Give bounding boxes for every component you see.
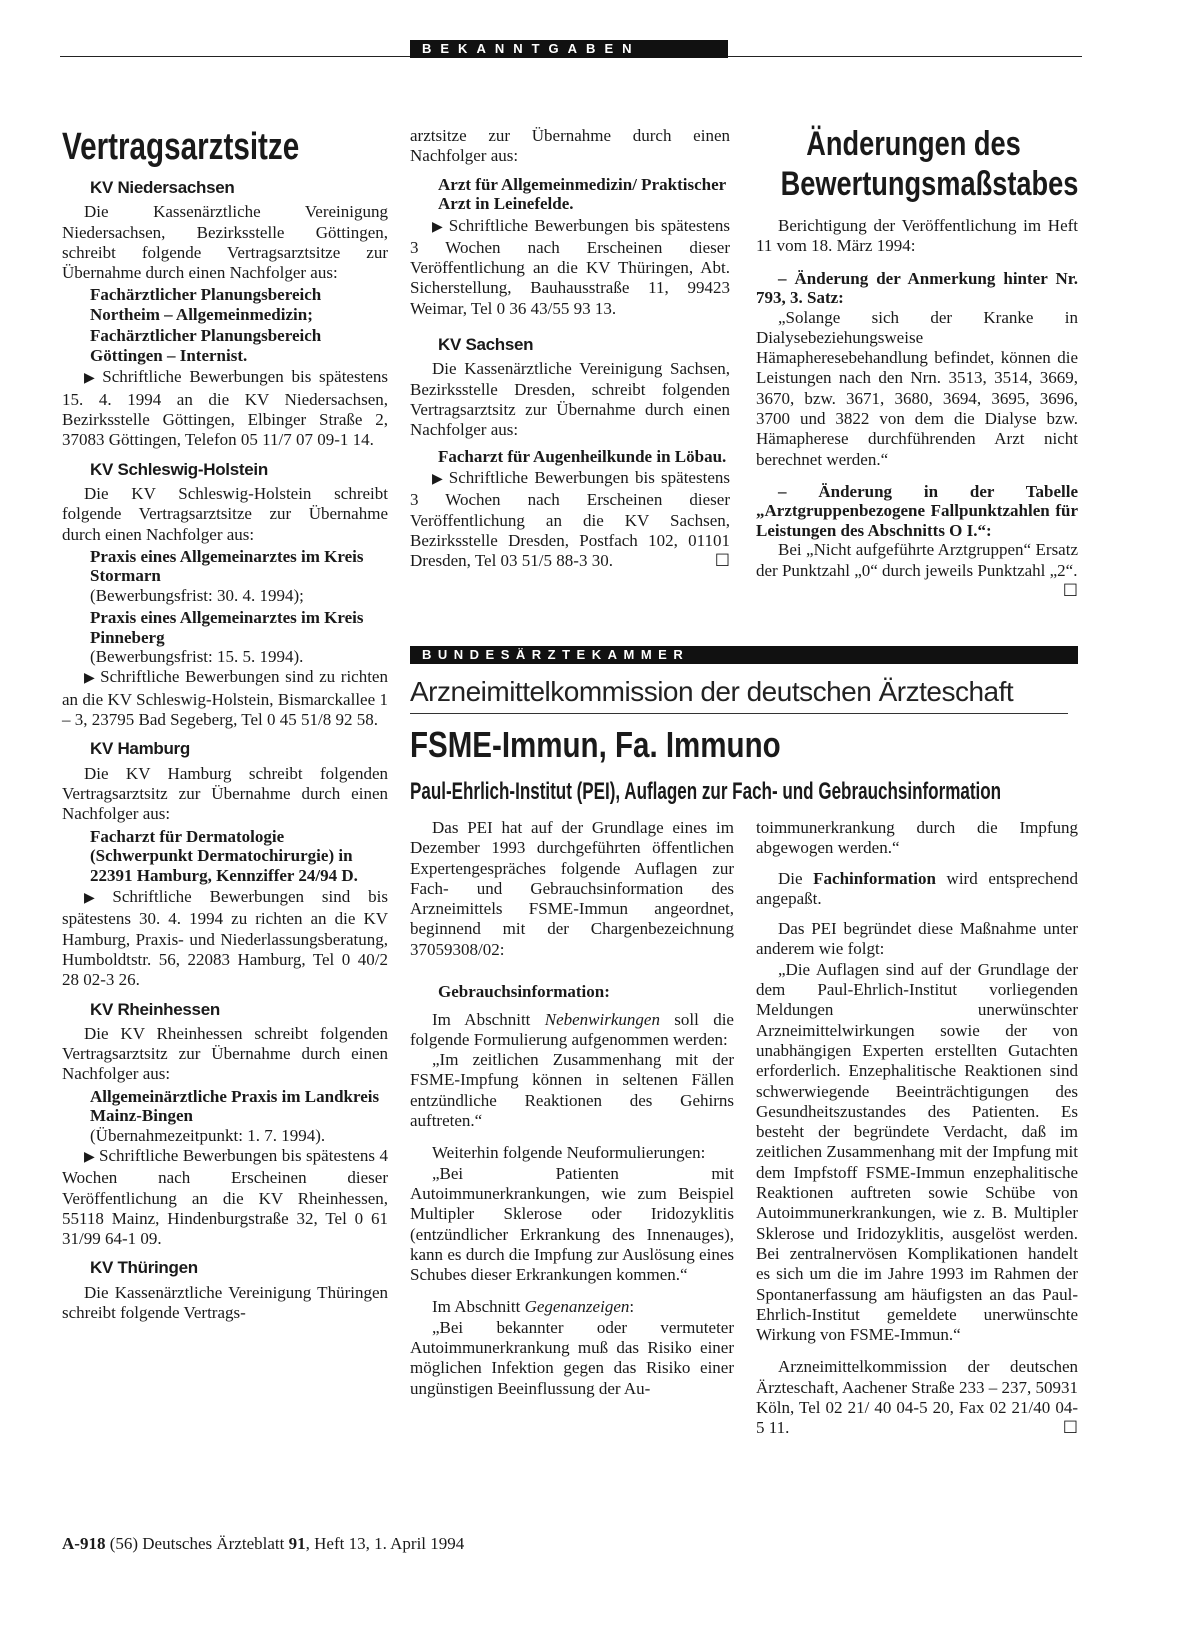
quote: „Bei bekannter oder vermuteter Autoimmunerkrankung muß das Risiko einer möglichen Infektion gegen das Risiko einer ungünstigen Beeinflussung der Au- bbox=[410, 1317, 734, 1398]
right-column bbox=[756, 216, 1078, 601]
end-square-icon: ☐ bbox=[1062, 581, 1078, 601]
paragraph: Im Abschnitt Gegenanzeigen: bbox=[432, 1297, 635, 1317]
paragraph: Die Kassenärztliche Vereinigung Niedersachsen, Bezirksstelle Göttingen, schreibt folgende Vertragsarztsitze zur Übernahme durch einen Nachfolger aus: bbox=[62, 202, 388, 283]
section-heading: KV Sachsen bbox=[438, 335, 534, 355]
middle-column bbox=[410, 126, 730, 572]
page-footer bbox=[62, 1534, 464, 1554]
offer-item: Facharzt für Augenheilkunde in Löbau. bbox=[438, 446, 727, 466]
org-heading: Arzneimittelkommission der deutschen Ärzteschaft bbox=[410, 676, 1014, 707]
offer-item: Fachärztlicher Planungsbereich Göttingen – Internist. bbox=[90, 326, 322, 365]
title-line: Bewertungsmaßstabes bbox=[780, 165, 1079, 203]
paragraph: Die Kassenärztliche Vereinigung Thüringen schreibt folgende Vertrags- bbox=[62, 1282, 388, 1323]
triangle-bullet-icon: ▶ bbox=[84, 1150, 96, 1165]
banner-label: BEKANNTGABEN bbox=[422, 41, 641, 56]
quote: „Im zeitlichen Zusammenhang mit der FSME-Impfung können in seltenen Fällen entzündliche Reaktionen des Gehirns auftreten.“ bbox=[410, 1050, 734, 1131]
banner-label: BUNDESÄRZTEKAMMER bbox=[422, 647, 690, 662]
paragraph: „Solange sich der Kranke in Dialysebeziehungsweise Hämapheresebehandlung befindet, können die Leistungen nach den Nrn. 3513, 3514, 3669, 3670, bzw. 3671, 3680, 3694, 3695, 3696, 3700 und 3822 von dem die Dialyse bzw. Hämapherese durchführenden Arzt nicht berechnet werden.“ bbox=[756, 307, 1078, 469]
paragraph: Berichtigung der Veröffentlichung im Heft 11 vom 18. März 1994: bbox=[756, 216, 1078, 256]
triangle-bullet-icon: ▶ bbox=[84, 891, 109, 907]
offer-note: (Bewerbungsfrist: 30. 4. 1994); bbox=[90, 585, 304, 605]
paragraph: Arzneimittelkommission der deutschen Ärzteschaft, Aachener Straße 233 – 237, 50931 Köln, Tel 02 21/ 40 04-5 20, Fax 02 21/40 04-5 11. ☐ bbox=[756, 1357, 1078, 1438]
paragraph: Das PEI begründet diese Maßnahme unter anderem wie folgt: bbox=[756, 919, 1078, 959]
article-title-vertragsarztsitze: Vertragsarztsitze bbox=[62, 126, 300, 168]
offer-item: Allgemeinärztliche Praxis im Landkreis Mainz-Bingen bbox=[90, 1086, 380, 1126]
paragraph: ▶ Schriftliche Bewerbungen bis spätestens 4 Wochen nach Erscheinen dieser Veröffentlichung an die KV Rheinhessen, 55118 Mainz, Hindenburgstraße 32, Tel 0 61 31/99 64-1 09. bbox=[62, 1146, 388, 1249]
offer-item: Praxis eines Allgemeinarztes im Kreis Pinneberg bbox=[90, 608, 364, 647]
paragraph: ▶ Schriftliche Bewerbungen bis spätestens 15. 4. 1994 an die KV Niedersachsen, Bezirksstelle Göttingen, Elbinger Straße 2, 37083 Göttingen, Telefon 05 11/7 07 09-1 14. bbox=[62, 367, 388, 450]
baek-column-right bbox=[756, 818, 1078, 1439]
triangle-bullet-icon: ▶ bbox=[84, 671, 97, 687]
triangle-bullet-icon: ▶ bbox=[432, 219, 445, 235]
section-heading: KV Hamburg bbox=[90, 739, 190, 759]
section-heading: KV Thüringen bbox=[90, 1258, 198, 1278]
page-number: A-918 bbox=[62, 1534, 106, 1553]
section-banner-bekanntgaben bbox=[410, 40, 728, 58]
paragraph: arztsitze zur Übernahme durch einen Nachfolger aus: bbox=[410, 126, 730, 166]
triangle-bullet-icon: ▶ bbox=[432, 472, 445, 488]
article-subtitle: Paul-Ehrlich-Institut (PEI), Auflagen zur Fach- und Gebrauchsinformation bbox=[410, 778, 1002, 805]
paragraph: Die Kassenärztliche Vereinigung Sachsen, Bezirksstelle Dresden, schreibt folgenden Vertragsarztsitz zur Übernahme durch einen Nachfolger aus: bbox=[410, 359, 730, 440]
paragraph: Das PEI hat auf der Grundlage eines im Dezember 1993 durchgeführten öffentlichen Expertengespräches folgende Auflagen zur Fach- und Gebrauchsinformation des Arzneimittels FSME-Immun angeordnet, beginnend mit der Chargenbezeichnung 37059308/02: bbox=[410, 818, 734, 959]
paragraph: Die KV Rheinhessen schreibt folgenden Vertragsarztsitz zur Übernahme durch einen Nachfolger aus: bbox=[62, 1023, 388, 1084]
change-heading: – Änderung in der Tabelle „Arztgruppenbezogene Fallpunktzahlen für Leistungen des Abschnitts O I.“: bbox=[756, 481, 1078, 540]
offer-item: Fachärztlicher Planungsbereich Northeim – Allgemeinmedizin; bbox=[90, 285, 322, 324]
paragraph: Die KV Hamburg schreibt folgenden Vertragsarztsitz zur Übernahme durch einen Nachfolger aus: bbox=[62, 763, 388, 824]
left-column bbox=[62, 178, 388, 1323]
baek-column-left bbox=[410, 818, 734, 1399]
paragraph: ▶ Schriftliche Bewerbungen bis spätestens 3 Wochen nach Erscheinen dieser Veröffentlichung an die KV Sachsen, Bezirksstelle Dresden, Postfach 102, 01101 Dresden, Tel 03 51/5 88-3 30. ☐ bbox=[410, 468, 730, 571]
volume-number: 91 bbox=[288, 1534, 306, 1553]
end-square-icon: ☐ bbox=[1062, 1418, 1078, 1438]
offer-note: (Übernahmezeitpunkt: 1. 7. 1994). bbox=[90, 1125, 326, 1145]
section-banner-baek bbox=[410, 646, 1078, 664]
paragraph: Bei „Nicht aufgeführte Arztgruppen“ Ersatz der Punktzahl „0“ durch jeweils Punktzahl „2“. ☐ bbox=[756, 540, 1078, 601]
subheading: Gebrauchsinformation: bbox=[438, 982, 610, 1002]
article-title-fsme: FSME-Immun, Fa. Immuno bbox=[410, 724, 781, 765]
section-heading: KV Niedersachsen bbox=[90, 178, 235, 197]
offer-note: (Bewerbungsfrist: 15. 5. 1994). bbox=[90, 647, 304, 667]
offer-item: Praxis eines Allgemeinarztes im Kreis Stormarn bbox=[90, 546, 364, 586]
change-heading: – Änderung der Anmerkung hinter Nr. 793, 3. Satz: bbox=[756, 268, 1078, 308]
footer-text: , Heft 13, 1. April 1994 bbox=[305, 1534, 465, 1553]
paragraph: Die KV Schleswig-Holstein schreibt folgende Vertragsarztsitze zur Übernahme durch einen Nachfolger aus: bbox=[62, 483, 388, 544]
quote: „Die Auflagen sind auf der Grundlage der dem Paul-Ehrlich-Institut vorliegenden Meldungen unerwünschter Arzneimittelwirkungen sowie der von unabhängigen Experten erstellten Gutachten erforderlich. Enzephalitische Reaktionen sind schwerwiegende Beeinträchtigungen des Gesundheitszustandes des Patienten. Es besteht der begründete Verdacht, daß im zeitlichen Zusammenhang mit der Impfung mit dem Impfstoff FSME-Immun enzephalitische Reaktionen auftreten sowie Schübe von Autoimmunerkrankungen, wie z. B. Multipler Sklerose und Iridozyklitis, ausgelöst werden. Bei zentralnervösen Komplikationen handelt es sich um die im Jahre 1993 im Rahmen der Spontanerfassung am häufigsten an das Paul-Ehrlich-Institut gemeldete unerwünschte Wirkung von FSME-Immun.“ bbox=[756, 959, 1078, 1345]
footer-text: (56) Deutsches Ärzteblatt bbox=[105, 1534, 289, 1553]
paragraph: Weiterhin folgende Neuformulierungen: bbox=[432, 1143, 706, 1163]
paragraph: Im Abschnitt Nebenwirkungen soll die folgende Formulierung aufgenommen werden: bbox=[410, 1009, 734, 1049]
paragraph: Die Fachinformation wird entsprechend angepaßt. bbox=[756, 868, 1078, 908]
triangle-bullet-icon: ▶ bbox=[84, 371, 99, 387]
article-title-aenderungen bbox=[780, 124, 1079, 204]
offer-item: Facharzt für Dermatologie (Schwerpunkt Dermatochirurgie) in 22391 Hamburg, Kennziffer 24/94 D. bbox=[90, 826, 358, 885]
paragraph: ▶ Schriftliche Bewerbungen bis spätestens 3 Wochen nach Erscheinen dieser Veröffentlichung an die KV Thüringen, Abt. Sicherstellung, Bauhausstraße 11, 99423 Weimar, Tel 0 36 43/55 93 13. bbox=[410, 215, 730, 318]
title-line: Änderungen des bbox=[806, 125, 1021, 163]
section-heading: KV Schleswig-Holstein bbox=[90, 459, 268, 479]
paragraph: ▶ Schriftliche Bewerbungen sind bis spätestens 30. 4. 1994 zu richten an die KV Hamburg, Praxis- und Niederlassungsberatung, Humboldtstr. 56, 22083 Hamburg, Tel 0 40/2 28 02-3 26. bbox=[62, 887, 388, 990]
offer-item: Arzt für Allgemeinmedizin/ Praktischer Arzt in Leinefelde. bbox=[438, 174, 726, 214]
end-square-icon: ☐ bbox=[714, 551, 730, 571]
org-underline bbox=[410, 713, 1068, 714]
paragraph: toimmunerkrankung durch die Impfung abgewogen werden.“ bbox=[756, 818, 1078, 858]
section-heading: KV Rheinhessen bbox=[90, 999, 220, 1019]
paragraph: ▶ Schriftliche Bewerbungen sind zu richten an die KV Schleswig-Holstein, Bismarckallee 1 – 3, 23795 Bad Segeberg, Tel 0 45 51/8 92 58. bbox=[62, 667, 388, 730]
quote: „Bei Patienten mit Autoimmunerkrankungen, wie zum Beispiel Multipler Sklerose oder Iridozyklitis (entzündlicher Erkrankung des Innenauges), kann es durch die Impfung zur Auslösung eines Schubes dieser Erkrankungen kommen.“ bbox=[410, 1163, 734, 1285]
